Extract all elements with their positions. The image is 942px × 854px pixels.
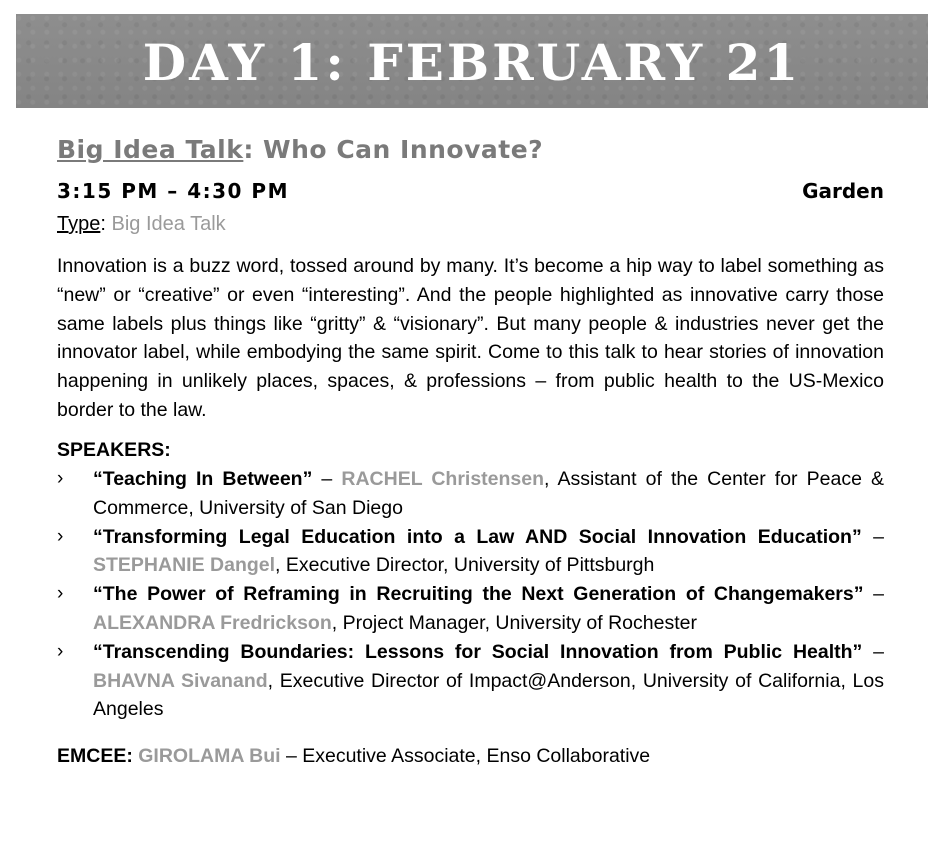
speaker-item [57,580,884,638]
speaker-list [57,465,884,724]
emcee-label: EMCEE: [57,745,133,768]
emcee-row [57,741,884,771]
speaker-affiliation: , Executive Director of Impact@Anderson, University of California, Los Angeles [93,669,884,721]
session-type-row [57,208,884,240]
type-label: Type [57,213,101,235]
time-location-row [57,176,884,206]
chevron-right-icon: › [57,640,64,662]
speaker-item [57,465,884,523]
speaker-affiliation: , Project Manager, University of Rochester [331,611,697,634]
type-separator: : [100,213,112,235]
talk-title: “Teaching In Between” [93,468,313,490]
chevron-right-icon: › [57,583,64,605]
speaker-name: RACHEL Christensen [341,468,545,490]
talk-dash: – [862,640,884,663]
talk-dash: – [863,583,884,606]
session-time: 3:15 PM – 4:30 PM [57,179,289,203]
speaker-item [57,523,884,581]
emcee-role: – Executive Associate, Enso Collaborative [280,745,651,768]
day-banner [16,14,928,108]
session-title-text: : Who Can Innovate? [243,135,544,164]
speaker-affiliation: , Assistant of the Center for Peace & Commerce, University of San Diego [93,468,884,519]
session-content [57,130,884,771]
speaker-affiliation: , Executive Director, University of Pittsburgh [275,554,655,577]
talk-title: “Transforming Legal Education into a Law AND Social Innovation Education” [93,525,862,548]
talk-title: “Transcending Boundaries: Lessons for Social Innovation from Public Health” [93,640,863,663]
chevron-right-icon: › [57,525,64,547]
speaker-name: STEPHANIE Dangel [93,554,276,577]
speaker-name: ALEXANDRA Fredrickson [93,611,332,634]
speakers-heading: SPEAKERS: [57,439,171,461]
session-kind-link[interactable]: Big Idea Talk [57,135,244,164]
talk-dash: – [312,468,342,490]
talk-title: “The Power of Reframing in Recruiting the Next Generation of Changemakers” [93,583,864,606]
chevron-right-icon: › [57,468,64,489]
type-value: Big Idea Talk [111,213,226,235]
day-title: DAY 1: FEBRUARY 21 [142,32,802,92]
speaker-name: BHAVNA Sivanand [93,669,268,692]
speaker-item [57,638,884,724]
session-description: Innovation is a buzz word, tossed around by many. It’s become a hip way to label something as “new” or “creative” or even “interesting”. And the people highlighted as innovative carry those same labels plus things like “gritty” & “visionary”. But many people & industries never get the innovator label, while embodying the same spirit. Come to this talk to hear stories of innovation happening in unlikely places, spaces, & professions – from public health to the US-Mexico border to the law. [57,255,884,421]
emcee-name: GIROLAMA Bui [138,745,281,768]
session-title [57,130,884,170]
session-location: Garden [802,179,884,203]
talk-dash: – [861,525,885,548]
